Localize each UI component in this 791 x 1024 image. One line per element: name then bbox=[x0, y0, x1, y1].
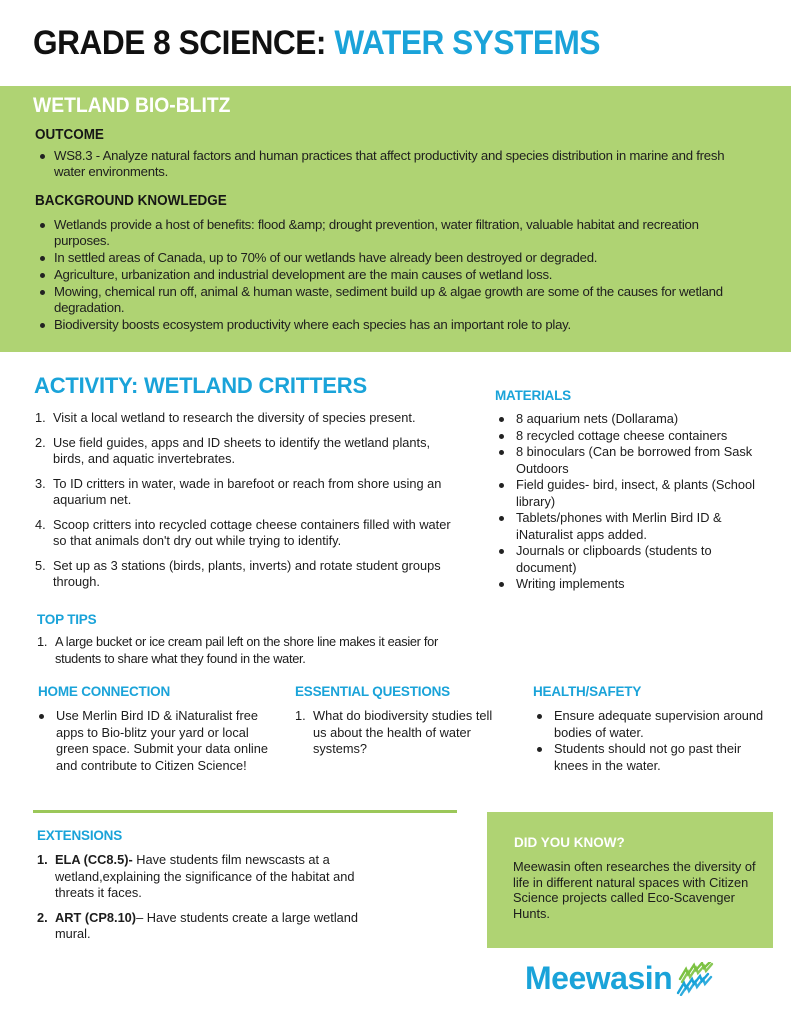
activity-step: 5. Set up as 3 stations (birds, plants, inverts) and rotate student groups through. bbox=[35, 557, 441, 589]
home-connection-list bbox=[35, 708, 270, 774]
materials-item: Tablets/phones with Merlin Bird ID & iNaturalist apps added. bbox=[495, 510, 770, 543]
activity-step: 1. Visit a local wetland to research the diversity of species present. bbox=[35, 410, 416, 425]
health-safety-item: Students should not go past their knees in the water. bbox=[533, 741, 768, 774]
top-tip-item: 1. A large bucket or ice cream pail left on the shore line makes it easier for students to share what they found in the water. bbox=[37, 634, 438, 666]
activity-step: 3. To ID critters in water, wade in barefoot or reach from shore using an aquarium net. bbox=[35, 475, 442, 507]
top-tips-list bbox=[37, 634, 467, 675]
essential-question-item: 1. What do biodiversity studies tell us about the health of water systems? bbox=[295, 708, 493, 756]
materials-item: 8 aquarium nets (Dollarama) bbox=[495, 411, 770, 428]
did-you-know-heading: DID YOU KNOW? bbox=[514, 835, 625, 850]
materials-item: Journals or clipboards (students to document) bbox=[495, 543, 770, 576]
outcome-heading: OUTCOME bbox=[35, 127, 104, 143]
activity-step: 4. Scoop critters into recycled cottage cheese containers filled with water so that animals don't dry out while trying to identify. bbox=[35, 516, 451, 548]
activity-steps bbox=[35, 410, 460, 599]
materials-item: 8 binoculars (Can be borrowed from Sask Outdoors bbox=[495, 444, 770, 477]
health-safety-item: Ensure adequate supervision around bodies of water. bbox=[533, 708, 768, 741]
materials-item: 8 recycled cottage cheese containers bbox=[495, 428, 770, 445]
wave-lines-icon bbox=[676, 962, 720, 996]
page-title-accent: WATER SYSTEMS bbox=[334, 24, 600, 62]
materials-heading: MATERIALS bbox=[495, 388, 571, 403]
health-safety-list bbox=[533, 708, 768, 774]
background-item: Wetlands provide a host of benefits: flood &amp; drought prevention, water filtration, valuable habitat and recreation purposes. bbox=[33, 217, 744, 249]
home-connection-item: Use Merlin Bird ID & iNaturalist free apps to Bio-blitz your yard or local green space. Submit your data online and contribute to Citizen Science! bbox=[35, 708, 270, 774]
materials-list bbox=[495, 411, 770, 593]
materials-item: Writing implements bbox=[495, 576, 770, 593]
top-tips-heading: TOP TIPS bbox=[37, 612, 97, 627]
extension-item: 2. ART (CP8.10)– Have students create a large wetland mural. bbox=[37, 909, 359, 941]
essential-questions-list bbox=[295, 708, 495, 766]
section-divider bbox=[33, 810, 457, 813]
outcome-list bbox=[33, 148, 733, 181]
background-item: In settled areas of Canada, up to 70% of our wetlands have already been destroyed or degraded. bbox=[33, 250, 773, 266]
background-knowledge-list bbox=[33, 217, 773, 334]
essential-questions-heading: ESSENTIAL QUESTIONS bbox=[295, 684, 450, 699]
activity-heading: ACTIVITY: WETLAND CRITTERS bbox=[34, 373, 367, 398]
background-item: Biodiversity boosts ecosystem productivity where each species has an important role to play. bbox=[33, 317, 773, 333]
extensions-list bbox=[37, 852, 367, 951]
activity-step: 2. Use field guides, apps and ID sheets to identify the wetland plants, birds, and aquatic invertebrates. bbox=[35, 434, 431, 466]
band-title: WETLAND BIO-BLITZ bbox=[33, 94, 231, 117]
extension-item: 1. ELA (CC8.5)- Have students film newscasts at a wetland,explaining the significance of the habitat and threats it faces. bbox=[37, 852, 355, 900]
background-item: Agriculture, urbanization and industrial development are the main causes of wetland loss. bbox=[33, 267, 773, 283]
extensions-heading: EXTENSIONS bbox=[37, 828, 123, 843]
health-safety-heading: HEALTH/SAFETY bbox=[533, 684, 642, 699]
outcome-item: WS8.3 - Analyze natural factors and human practices that affect productivity and species distribution in marine and fresh water environments. bbox=[33, 148, 733, 180]
background-knowledge-heading: BACKGROUND KNOWLEDGE bbox=[35, 193, 227, 209]
did-you-know-text: Meewasin often researches the diversity of life in different natural spaces with Citizen Science projects called Eco-Scavenger Hunts. bbox=[513, 859, 756, 921]
page-title-prefix: GRADE 8 SCIENCE: bbox=[33, 24, 335, 62]
background-item: Mowing, chemical run off, animal & human waste, sediment build up & algae growth are some of the causes for wetland degradation. bbox=[33, 284, 773, 316]
home-connection-heading: HOME CONNECTION bbox=[38, 684, 171, 699]
logo-wordmark: Meewasin bbox=[525, 960, 673, 996]
meewasin-logo bbox=[525, 960, 720, 997]
extension-label: ART (CP8.10) bbox=[55, 909, 137, 925]
page-title bbox=[33, 24, 600, 63]
materials-item: Field guides- bird, insect, & plants (School library) bbox=[495, 477, 770, 510]
extension-label: ELA (CC8.5)- bbox=[55, 852, 133, 867]
